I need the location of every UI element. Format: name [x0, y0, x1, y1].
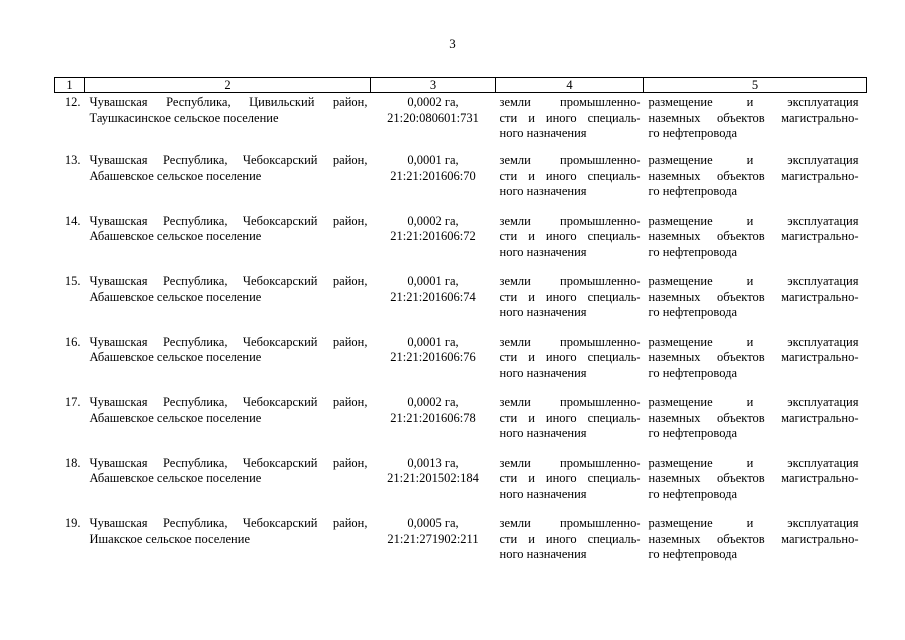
land-category-line: земли промышленно-: [499, 274, 641, 288]
purpose-line: наземных объектов магистрально-: [648, 471, 859, 485]
table-row: [55, 274, 867, 335]
land-category-line: ного назначения: [499, 305, 587, 319]
location-cell: [85, 335, 371, 396]
area-value: 0,0002 га,: [407, 213, 459, 228]
location-line: Чувашская Республика, Чебоксарский район,: [89, 516, 368, 530]
land-category-line: сти и иного специаль-: [499, 410, 641, 425]
purpose-line: размещение и эксплуатация: [648, 516, 859, 530]
location-cell: [85, 516, 371, 577]
purpose-line: го нефтепровода: [648, 126, 737, 140]
purpose-line: размещение и эксплуатация: [648, 395, 859, 409]
location-cell: [85, 93, 371, 154]
land-category-cell: [496, 214, 644, 275]
cadastral-number: 21:20:080601:731: [387, 110, 479, 125]
header-col-3: 3: [371, 78, 496, 93]
location-line: Абашевское сельское поселение: [89, 289, 262, 304]
area-cell: [371, 456, 496, 517]
land-category-line: сти и иного специаль-: [499, 110, 641, 125]
row-number: 12.: [64, 95, 81, 109]
land-category-line: ного назначения: [499, 365, 587, 380]
purpose-line: наземных объектов магистрально-: [648, 229, 859, 243]
table-row: [55, 93, 867, 154]
table-body: [55, 93, 867, 577]
land-category-cell: [496, 516, 644, 577]
header-row: [55, 78, 867, 93]
area-cell: [371, 93, 496, 154]
area-value: 0,0013 га,: [407, 455, 459, 470]
land-plots-table: [54, 77, 867, 577]
purpose-cell: [644, 456, 867, 517]
location-line: Абашевское сельское поселение: [89, 168, 262, 183]
purpose-line: го нефтепровода: [648, 184, 737, 198]
land-category-line: ного назначения: [499, 547, 587, 561]
land-category-cell: [496, 395, 644, 456]
cadastral-number: 21:21:201502:184: [387, 471, 479, 485]
purpose-line: наземных объектов магистрально-: [648, 531, 859, 546]
location-line: Абашевское сельское поселение: [89, 471, 262, 485]
land-category-line: сти и иного специаль-: [499, 471, 641, 485]
purpose-line: го нефтепровода: [648, 547, 737, 561]
location-line: Абашевское сельское поселение: [89, 350, 262, 364]
purpose-line: размещение и эксплуатация: [648, 274, 859, 288]
purpose-cell: [644, 516, 867, 577]
header-col-4: 4: [496, 78, 644, 93]
area-cell: [371, 274, 496, 335]
header-col-5: 5: [644, 78, 867, 93]
purpose-line: го нефтепровода: [648, 244, 737, 259]
location-line: Абашевское сельское поселение: [89, 229, 262, 243]
land-category-line: земли промышленно-: [499, 153, 641, 167]
location-line: Чувашская Республика, Чебоксарский район,: [89, 334, 368, 349]
cadastral-number: 21:21:201606:78: [390, 410, 476, 425]
land-category-line: ного назначения: [499, 126, 587, 140]
area-value: 0,0002 га,: [407, 95, 459, 109]
purpose-line: размещение и эксплуатация: [648, 153, 859, 167]
cadastral-number: 21:21:271902:211: [387, 531, 479, 546]
purpose-line: го нефтепровода: [648, 486, 737, 501]
location-line: Таушкасинское сельское поселение: [89, 110, 279, 125]
purpose-line: наземных объектов магистрально-: [648, 350, 859, 364]
purpose-cell: [644, 153, 867, 214]
table-row: [55, 153, 867, 214]
area-value: 0,0001 га,: [407, 274, 459, 288]
location-cell: [85, 274, 371, 335]
purpose-line: наземных объектов магистрально-: [648, 110, 859, 125]
land-category-line: земли промышленно-: [499, 213, 641, 228]
row-number: 14.: [64, 213, 81, 228]
table-row: [55, 456, 867, 517]
table-row: [55, 214, 867, 275]
purpose-line: размещение и эксплуатация: [648, 213, 859, 228]
land-category-cell: [496, 153, 644, 214]
land-category-cell: [496, 274, 644, 335]
area-value: 0,0001 га,: [407, 153, 459, 167]
location-cell: [85, 395, 371, 456]
location-cell: [85, 214, 371, 275]
land-category-line: сти и иного специаль-: [499, 350, 641, 364]
page-number: 3: [449, 36, 456, 51]
purpose-line: размещение и эксплуатация: [648, 334, 859, 349]
purpose-line: наземных объектов магистрально-: [648, 289, 859, 304]
area-value: 0,0001 га,: [407, 334, 459, 349]
land-category-line: сти и иного специаль-: [499, 229, 641, 243]
purpose-cell: [644, 274, 867, 335]
cadastral-number: 21:21:201606:72: [390, 229, 476, 243]
land-category-cell: [496, 335, 644, 396]
purpose-line: размещение и эксплуатация: [648, 95, 859, 109]
land-category-cell: [496, 93, 644, 154]
land-category-line: земли промышленно-: [499, 95, 641, 109]
row-number: 15.: [64, 274, 81, 288]
cadastral-number: 21:21:201606:74: [390, 289, 476, 304]
area-cell: [371, 516, 496, 577]
land-category-line: земли промышленно-: [499, 455, 641, 470]
row-number: 19.: [64, 516, 81, 530]
location-line: Чувашская Республика, Чебоксарский район,: [89, 153, 368, 167]
purpose-line: го нефтепровода: [648, 426, 737, 440]
location-line: Чувашская Республика, Чебоксарский район,: [89, 213, 368, 228]
land-category-cell: [496, 456, 644, 517]
purpose-line: го нефтепровода: [648, 305, 737, 319]
location-cell: [85, 153, 371, 214]
land-category-line: сти и иного специаль-: [499, 168, 641, 183]
location-line: Чувашская Республика, Чебоксарский район,: [89, 455, 368, 470]
land-category-line: земли промышленно-: [499, 516, 641, 530]
row-number: 16.: [64, 334, 81, 349]
purpose-cell: [644, 335, 867, 396]
location-line: Абашевское сельское поселение: [89, 410, 262, 425]
purpose-cell: [644, 214, 867, 275]
table-row: [55, 335, 867, 396]
land-category-line: земли промышленно-: [499, 395, 641, 409]
area-cell: [371, 395, 496, 456]
purpose-line: наземных объектов магистрально-: [648, 168, 859, 183]
land-category-line: земли промышленно-: [499, 334, 641, 349]
row-number: 13.: [64, 153, 81, 167]
land-category-line: сти и иного специаль-: [499, 531, 641, 546]
purpose-cell: [644, 395, 867, 456]
land-category-line: ного назначения: [499, 426, 587, 440]
cadastral-number: 21:21:201606:76: [390, 350, 476, 364]
land-category-line: ного назначения: [499, 486, 587, 501]
land-category-line: ного назначения: [499, 244, 587, 259]
land-category-line: сти и иного специаль-: [499, 289, 641, 304]
purpose-cell: [644, 93, 867, 154]
purpose-line: го нефтепровода: [648, 365, 737, 380]
area-cell: [371, 153, 496, 214]
location-line: Ишакское сельское поселение: [89, 531, 250, 546]
location-line: Чувашская Республика, Цивильский район,: [89, 95, 368, 109]
area-cell: [371, 214, 496, 275]
area-value: 0,0005 га,: [407, 516, 459, 530]
header-col-1: 1: [55, 78, 85, 93]
land-category-line: ного назначения: [499, 184, 587, 198]
row-number: 17.: [64, 395, 81, 409]
purpose-line: наземных объектов магистрально-: [648, 410, 859, 425]
area-value: 0,0002 га,: [407, 395, 459, 409]
table-row: [55, 395, 867, 456]
location-cell: [85, 456, 371, 517]
header-col-2: 2: [85, 78, 371, 93]
row-number: 18.: [64, 455, 81, 470]
table-row: [55, 516, 867, 577]
area-cell: [371, 335, 496, 396]
purpose-line: размещение и эксплуатация: [648, 455, 859, 470]
location-line: Чувашская Республика, Чебоксарский район,: [89, 395, 368, 409]
cadastral-number: 21:21:201606:70: [390, 168, 476, 183]
location-line: Чувашская Республика, Чебоксарский район,: [89, 274, 368, 288]
